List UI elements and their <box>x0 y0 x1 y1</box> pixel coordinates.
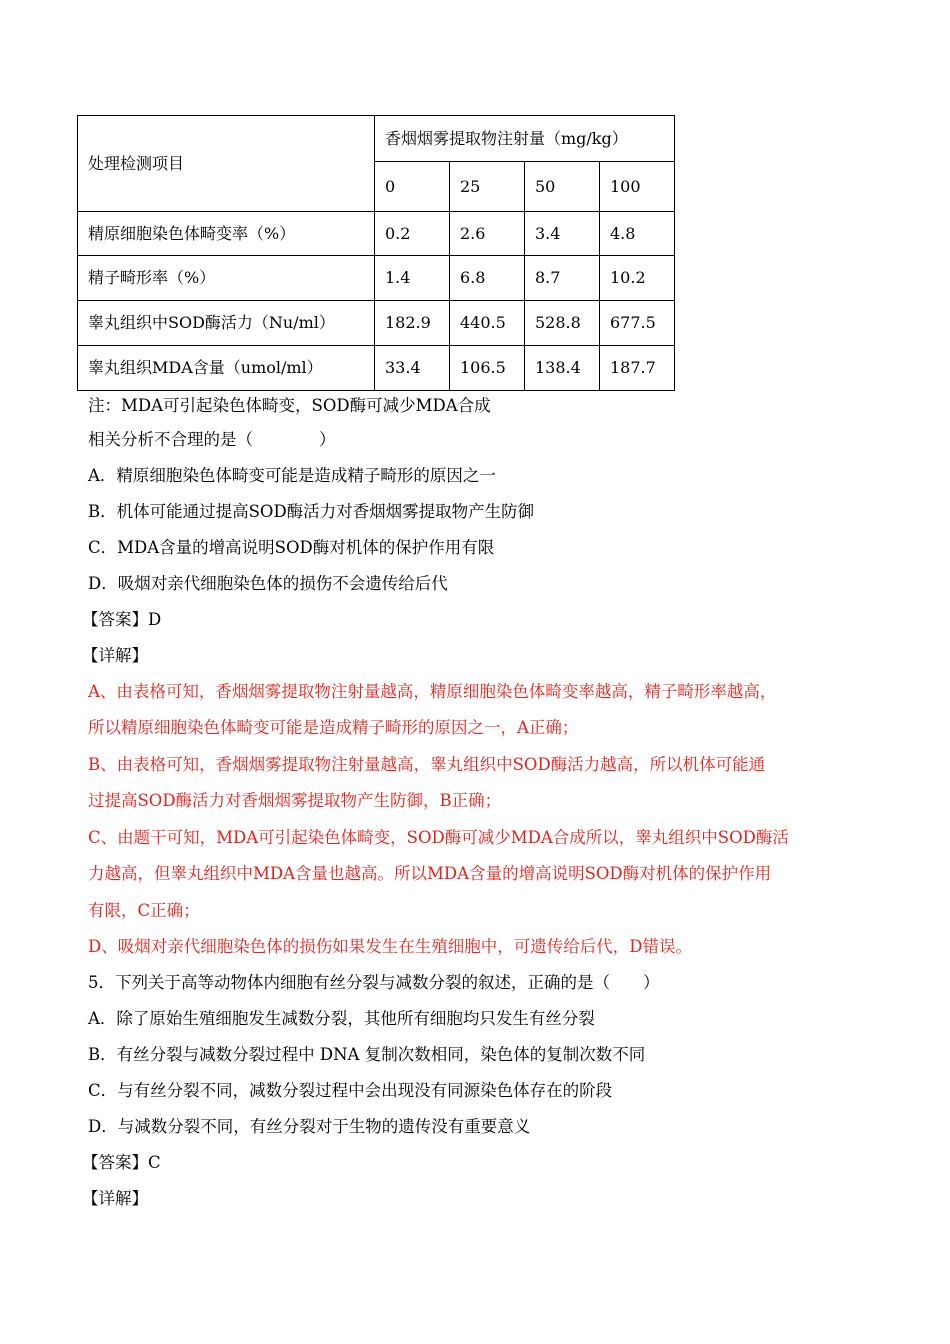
option-c: C．MDA含量的增高说明SOD酶对机体的保护作用有限 <box>88 538 495 557</box>
explanation-line: 力越高，但睾丸组织中MDA含量也越高。所以MDA含量的增高说明SOD酶对机体的保护作用 <box>88 864 772 883</box>
explanation-line: A、由表格可知，香烟烟雾提取物注射量越高，精原细胞染色体畸变率越高，精子畸形率越高， <box>88 682 777 701</box>
option-d: D．与减数分裂不同，有丝分裂对于生物的遗传没有重要意义 <box>88 1117 531 1136</box>
table-cell: 182.9 <box>375 301 450 346</box>
table-cell: 440.5 <box>450 301 525 346</box>
option-d: D．吸烟对亲代细胞染色体的损伤不会遗传给后代 <box>88 574 448 593</box>
table-corner-header: 处理检测项目 <box>78 116 375 212</box>
table-group-header: 香烟烟雾提取物注射量（mg/kg） <box>375 116 675 162</box>
table-cell: 106.5 <box>450 346 525 391</box>
table-note: 注：MDA可引起染色体畸变，SOD酶可减少MDA合成 <box>88 396 491 415</box>
table-cell: 138.4 <box>525 346 600 391</box>
dose-header: 100 <box>600 162 675 212</box>
explanation-line: 所以精原细胞染色体畸变可能是造成精子畸形的原因之一，A正确； <box>88 718 579 737</box>
option-a: A．精原细胞染色体畸变可能是造成精子畸形的原因之一 <box>88 466 496 485</box>
table-cell: 2.6 <box>450 212 525 256</box>
table-row <box>78 301 675 346</box>
row-label: 精原细胞染色体畸变率（%） <box>78 212 375 256</box>
table-cell: 33.4 <box>375 346 450 391</box>
answer-label: 【答案】D <box>82 610 162 629</box>
table-cell: 1.4 <box>375 256 450 301</box>
table-cell: 8.7 <box>525 256 600 301</box>
table-cell: 0.2 <box>375 212 450 256</box>
option-c: C．与有丝分裂不同，减数分裂过程中会出现没有同源染色体存在的阶段 <box>88 1081 613 1100</box>
row-label: 睾丸组织MDA含量（umol/ml） <box>78 346 375 391</box>
explanation-line: D、吸烟对亲代细胞染色体的损伤如果发生在生殖细胞中，可遗传给后代，D错误。 <box>88 937 692 956</box>
option-a: A．除了原始生殖细胞发生减数分裂，其他所有细胞均只发生有丝分裂 <box>88 1009 595 1028</box>
table-row <box>78 346 675 391</box>
row-label: 精子畸形率（%） <box>78 256 375 301</box>
explanation-line: 有限，C正确； <box>88 901 200 920</box>
dose-header: 25 <box>450 162 525 212</box>
table-cell: 10.2 <box>600 256 675 301</box>
table-cell: 3.4 <box>525 212 600 256</box>
explanation-line: 过提高SOD酶活力对香烟烟雾提取物产生防御，B正确； <box>88 791 502 810</box>
detail-label: 【详解】 <box>82 646 148 665</box>
explanation-line: B、由表格可知，香烟烟雾提取物注射量越高，睾丸组织中SOD酶活力越高，所以机体可能通 <box>88 755 766 774</box>
dose-header: 50 <box>525 162 600 212</box>
data-table <box>77 115 675 391</box>
table-row <box>78 256 675 301</box>
question-stem: 相关分析不合理的是（ ） <box>88 430 336 449</box>
option-b: B．有丝分裂与减数分裂过程中 DNA 复制次数相同，染色体的复制次数不同 <box>88 1045 646 1064</box>
row-label: 睾丸组织中SOD酶活力（Nu/ml） <box>78 301 375 346</box>
dose-header: 0 <box>375 162 450 212</box>
detail-label: 【详解】 <box>82 1189 148 1208</box>
option-b: B．机体可能通过提高SOD酶活力对香烟烟雾提取物产生防御 <box>88 502 535 521</box>
table-cell: 677.5 <box>600 301 675 346</box>
table-cell: 4.8 <box>600 212 675 256</box>
table-cell: 187.7 <box>600 346 675 391</box>
table-cell: 6.8 <box>450 256 525 301</box>
question-stem: 5．下列关于高等动物体内细胞有丝分裂与减数分裂的叙述，正确的是（ ） <box>88 973 660 992</box>
answer-label: 【答案】C <box>82 1153 161 1172</box>
table-cell: 528.8 <box>525 301 600 346</box>
table-row <box>78 212 675 256</box>
explanation-line: C、由题干可知，MDA可引起染色体畸变，SOD酶可减少MDA合成所以，睾丸组织中SOD酶活 <box>88 828 789 847</box>
